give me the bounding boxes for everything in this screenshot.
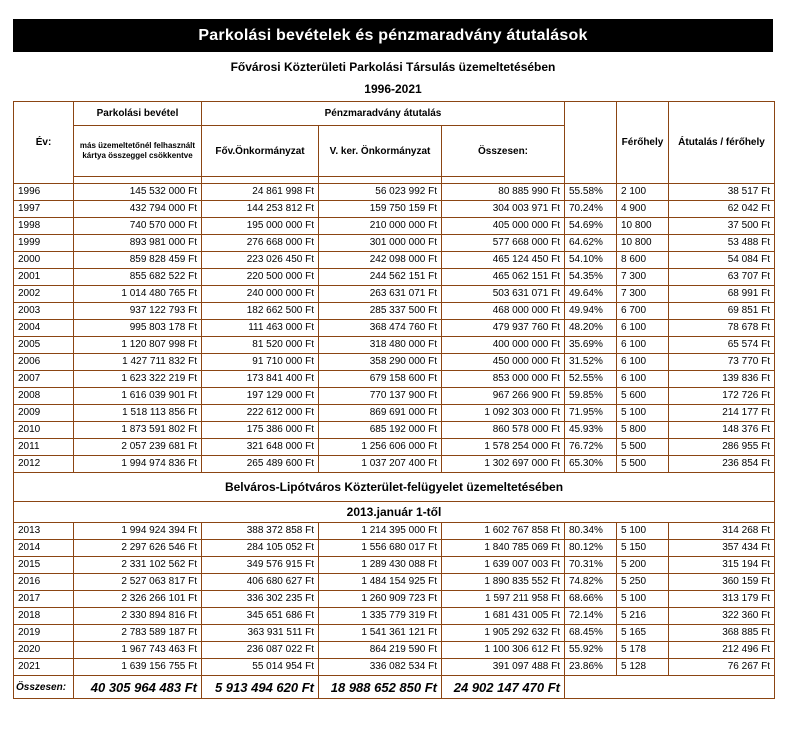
year-cell: 2004 — [14, 320, 74, 337]
seats-cell: 5 216 — [617, 608, 669, 625]
section-2-operator: Belváros-Lipótváros Közterület-felügyelet üzemeltetésében — [14, 473, 775, 502]
ratio-cell: 49.94% — [565, 303, 617, 320]
revenue-cell: 1 967 743 463 Ft — [74, 642, 202, 659]
seats-cell: 5 165 — [617, 625, 669, 642]
table-row — [14, 235, 775, 252]
district-v-cell: 1 037 207 400 Ft — [319, 456, 442, 473]
district-v-cell: 263 631 071 Ft — [319, 286, 442, 303]
ratio-cell: 68.45% — [565, 625, 617, 642]
year-cell: 2011 — [14, 439, 74, 456]
table-row — [14, 608, 775, 625]
seats-cell: 5 500 — [617, 439, 669, 456]
per-seat-cell: 68 991 Ft — [669, 286, 775, 303]
table-row — [14, 557, 775, 574]
municipality-cell: 195 000 000 Ft — [202, 218, 319, 235]
seats-cell: 8 600 — [617, 252, 669, 269]
total-cell: 577 668 000 Ft — [442, 235, 565, 252]
per-seat-cell: 214 177 Ft — [669, 405, 775, 422]
year-cell: 2020 — [14, 642, 74, 659]
table-row — [14, 388, 775, 405]
per-seat-cell: 148 376 Ft — [669, 422, 775, 439]
per-seat-cell: 139 836 Ft — [669, 371, 775, 388]
total-cell: 1 840 785 069 Ft — [442, 540, 565, 557]
municipality-cell: 223 026 450 Ft — [202, 252, 319, 269]
revenue-cell: 740 570 000 Ft — [74, 218, 202, 235]
ratio-cell: 68.66% — [565, 591, 617, 608]
year-cell: 1998 — [14, 218, 74, 235]
revenue-cell: 1 639 156 755 Ft — [74, 659, 202, 676]
year-cell: 2007 — [14, 371, 74, 388]
municipality-cell: 55 014 954 Ft — [202, 659, 319, 676]
seats-cell: 6 100 — [617, 354, 669, 371]
table-row — [14, 574, 775, 591]
municipality-cell: 91 710 000 Ft — [202, 354, 319, 371]
total-cell: 1 597 211 958 Ft — [442, 591, 565, 608]
district-v-cell: 159 750 159 Ft — [319, 201, 442, 218]
table-row — [14, 218, 775, 235]
ratio-cell: 71.95% — [565, 405, 617, 422]
table-row — [14, 591, 775, 608]
revenue-cell: 1 994 924 394 Ft — [74, 523, 202, 540]
totals-row — [14, 676, 775, 699]
revenue-cell: 937 122 793 Ft — [74, 303, 202, 320]
ratio-cell: 76.72% — [565, 439, 617, 456]
total-cell: 860 578 000 Ft — [442, 422, 565, 439]
seats-cell: 6 100 — [617, 371, 669, 388]
municipality-cell: 276 668 000 Ft — [202, 235, 319, 252]
per-seat-cell: 65 574 Ft — [669, 337, 775, 354]
seats-cell: 5 600 — [617, 388, 669, 405]
ratio-cell: 72.14% — [565, 608, 617, 625]
header-total: Összesen: — [442, 126, 565, 177]
header-municipality: Főv.Önkormányzat — [202, 126, 319, 177]
municipality-cell: 336 302 235 Ft — [202, 591, 319, 608]
table-body-section-2 — [14, 523, 775, 676]
total-cell: 391 097 488 Ft — [442, 659, 565, 676]
seats-cell: 6 700 — [617, 303, 669, 320]
total-cell: 450 000 000 Ft — [442, 354, 565, 371]
total-district-v: 18 988 652 850 Ft — [319, 676, 442, 699]
year-cell: 2010 — [14, 422, 74, 439]
seats-cell: 5 800 — [617, 422, 669, 439]
ratio-cell: 23.86% — [565, 659, 617, 676]
per-seat-cell: 69 851 Ft — [669, 303, 775, 320]
district-v-cell: 285 337 500 Ft — [319, 303, 442, 320]
district-v-cell: 1 556 680 017 Ft — [319, 540, 442, 557]
district-v-cell: 864 219 590 Ft — [319, 642, 442, 659]
per-seat-cell: 286 955 Ft — [669, 439, 775, 456]
spacer-cell — [74, 177, 202, 184]
table-row — [14, 320, 775, 337]
spacer-cell — [442, 177, 565, 184]
ratio-cell: 54.69% — [565, 218, 617, 235]
per-seat-cell: 236 854 Ft — [669, 456, 775, 473]
municipality-cell: 363 931 511 Ft — [202, 625, 319, 642]
ratio-cell: 48.20% — [565, 320, 617, 337]
per-seat-cell: 63 707 Ft — [669, 269, 775, 286]
ratio-cell: 80.12% — [565, 540, 617, 557]
table-row — [14, 286, 775, 303]
year-cell: 2001 — [14, 269, 74, 286]
ratio-cell: 80.34% — [565, 523, 617, 540]
municipality-cell: 406 680 627 Ft — [202, 574, 319, 591]
total-cell: 304 003 971 Ft — [442, 201, 565, 218]
year-cell: 2012 — [14, 456, 74, 473]
revenue-cell: 1 623 322 219 Ft — [74, 371, 202, 388]
district-v-cell: 368 474 760 Ft — [319, 320, 442, 337]
section-2-heading — [14, 473, 775, 523]
per-seat-cell: 37 500 Ft — [669, 218, 775, 235]
municipality-cell: 197 129 000 Ft — [202, 388, 319, 405]
total-cell: 468 000 000 Ft — [442, 303, 565, 320]
total-cell: 1 302 697 000 Ft — [442, 456, 565, 473]
revenue-cell: 859 828 459 Ft — [74, 252, 202, 269]
revenue-cell: 995 803 178 Ft — [74, 320, 202, 337]
municipality-cell: 345 651 686 Ft — [202, 608, 319, 625]
seats-cell: 5 100 — [617, 405, 669, 422]
per-seat-cell: 38 517 Ft — [669, 184, 775, 201]
seats-cell: 5 128 — [617, 659, 669, 676]
ratio-cell: 55.58% — [565, 184, 617, 201]
district-v-cell: 679 158 600 Ft — [319, 371, 442, 388]
revenue-cell: 2 527 063 817 Ft — [74, 574, 202, 591]
seats-cell: 6 100 — [617, 337, 669, 354]
district-v-cell: 1 289 430 088 Ft — [319, 557, 442, 574]
per-seat-cell: 78 678 Ft — [669, 320, 775, 337]
table-row — [14, 252, 775, 269]
total-cell: 853 000 000 Ft — [442, 371, 565, 388]
seats-cell: 10 800 — [617, 218, 669, 235]
total-cell: 1 905 292 632 Ft — [442, 625, 565, 642]
revenue-cell: 2 330 894 816 Ft — [74, 608, 202, 625]
district-v-cell: 1 541 361 121 Ft — [319, 625, 442, 642]
total-cell: 405 000 000 Ft — [442, 218, 565, 235]
ratio-cell: 74.82% — [565, 574, 617, 591]
year-cell: 2015 — [14, 557, 74, 574]
district-v-cell: 336 082 534 Ft — [319, 659, 442, 676]
table-body-section-1 — [14, 184, 775, 473]
total-cell: 80 885 990 Ft — [442, 184, 565, 201]
table-row — [14, 184, 775, 201]
total-revenue: 40 305 964 483 Ft — [74, 676, 202, 699]
revenue-cell: 2 057 239 681 Ft — [74, 439, 202, 456]
total-cell: 503 631 071 Ft — [442, 286, 565, 303]
per-seat-cell: 62 042 Ft — [669, 201, 775, 218]
revenue-cell: 855 682 522 Ft — [74, 269, 202, 286]
municipality-cell: 349 576 915 Ft — [202, 557, 319, 574]
district-v-cell: 210 000 000 Ft — [319, 218, 442, 235]
seats-cell: 5 500 — [617, 456, 669, 473]
district-v-cell: 1 214 395 000 Ft — [319, 523, 442, 540]
year-cell: 2014 — [14, 540, 74, 557]
table-row — [14, 303, 775, 320]
ratio-cell: 59.85% — [565, 388, 617, 405]
header-district-v: V. ker. Önkormányzat — [319, 126, 442, 177]
revenue-cell: 1 014 480 765 Ft — [74, 286, 202, 303]
header-parking-revenue: Parkolási bevétel — [74, 102, 202, 126]
table-row — [14, 269, 775, 286]
district-v-cell: 1 335 779 319 Ft — [319, 608, 442, 625]
district-v-cell: 56 023 992 Ft — [319, 184, 442, 201]
per-seat-cell: 315 194 Ft — [669, 557, 775, 574]
district-v-cell: 685 192 000 Ft — [319, 422, 442, 439]
year-cell: 2000 — [14, 252, 74, 269]
district-v-cell: 301 000 000 Ft — [319, 235, 442, 252]
table-row — [14, 456, 775, 473]
ratio-cell: 70.24% — [565, 201, 617, 218]
seats-cell: 5 200 — [617, 557, 669, 574]
year-cell: 2018 — [14, 608, 74, 625]
revenue-cell: 1 427 711 832 Ft — [74, 354, 202, 371]
page-title: Parkolási bevételek és pénzmaradvány átutalások — [13, 19, 773, 52]
ratio-cell: 64.62% — [565, 235, 617, 252]
district-v-cell: 1 256 606 000 Ft — [319, 439, 442, 456]
municipality-cell: 222 612 000 Ft — [202, 405, 319, 422]
year-cell: 2006 — [14, 354, 74, 371]
year-cell: 2002 — [14, 286, 74, 303]
revenue-cell: 1 994 974 836 Ft — [74, 456, 202, 473]
table-row — [14, 354, 775, 371]
total-cell: 479 937 760 Ft — [442, 320, 565, 337]
total-cell: 1 890 835 552 Ft — [442, 574, 565, 591]
municipality-cell: 24 861 998 Ft — [202, 184, 319, 201]
per-seat-cell: 73 770 Ft — [669, 354, 775, 371]
per-seat-cell: 53 488 Ft — [669, 235, 775, 252]
year-cell: 2009 — [14, 405, 74, 422]
per-seat-cell: 172 726 Ft — [669, 388, 775, 405]
ratio-cell: 55.92% — [565, 642, 617, 659]
district-v-cell: 1 484 154 925 Ft — [319, 574, 442, 591]
revenue-cell: 2 326 266 101 Ft — [74, 591, 202, 608]
municipality-cell: 284 105 052 Ft — [202, 540, 319, 557]
total-transfer: 24 902 147 470 Ft — [442, 676, 565, 699]
seats-cell: 7 300 — [617, 286, 669, 303]
municipality-cell: 240 000 000 Ft — [202, 286, 319, 303]
ratio-cell: 70.31% — [565, 557, 617, 574]
year-cell: 1997 — [14, 201, 74, 218]
revenue-cell: 2 297 626 546 Ft — [74, 540, 202, 557]
per-seat-cell: 322 360 Ft — [669, 608, 775, 625]
total-cell: 1 681 431 005 Ft — [442, 608, 565, 625]
revenue-cell: 1 873 591 802 Ft — [74, 422, 202, 439]
total-cell: 400 000 000 Ft — [442, 337, 565, 354]
table-row — [14, 659, 775, 676]
table-row — [14, 642, 775, 659]
district-v-cell: 318 480 000 Ft — [319, 337, 442, 354]
spacer-cell — [202, 177, 319, 184]
ratio-cell: 54.35% — [565, 269, 617, 286]
ratio-cell: 49.64% — [565, 286, 617, 303]
municipality-cell: 265 489 600 Ft — [202, 456, 319, 473]
total-cell: 1 639 007 003 Ft — [442, 557, 565, 574]
seats-cell: 5 250 — [617, 574, 669, 591]
header-revenue-note: más üzemeltetőnél felhasznált kártya összeggel csökkentve — [74, 126, 202, 177]
header-transfer-per-seat: Átutalás / férőhely — [669, 102, 775, 184]
table-row — [14, 523, 775, 540]
revenue-cell: 2 783 589 187 Ft — [74, 625, 202, 642]
revenue-cell: 1 616 039 901 Ft — [74, 388, 202, 405]
revenue-cell: 145 532 000 Ft — [74, 184, 202, 201]
header-seats: Férőhely — [617, 102, 669, 184]
seats-cell: 5 100 — [617, 591, 669, 608]
per-seat-cell: 314 268 Ft — [669, 523, 775, 540]
municipality-cell: 175 386 000 Ft — [202, 422, 319, 439]
municipality-cell: 81 520 000 Ft — [202, 337, 319, 354]
year-cell: 2008 — [14, 388, 74, 405]
per-seat-cell: 54 084 Ft — [669, 252, 775, 269]
year-cell: 2003 — [14, 303, 74, 320]
section-2-start-date: 2013.január 1-től — [14, 502, 775, 523]
per-seat-cell: 360 159 Ft — [669, 574, 775, 591]
municipality-cell: 111 463 000 Ft — [202, 320, 319, 337]
ratio-cell: 52.55% — [565, 371, 617, 388]
totals-label: Összesen: — [14, 676, 74, 699]
per-seat-cell: 368 885 Ft — [669, 625, 775, 642]
ratio-cell: 65.30% — [565, 456, 617, 473]
year-cell: 1996 — [14, 184, 74, 201]
per-seat-cell: 313 179 Ft — [669, 591, 775, 608]
municipality-cell: 236 087 022 Ft — [202, 642, 319, 659]
revenue-cell: 893 981 000 Ft — [74, 235, 202, 252]
seats-cell: 6 100 — [617, 320, 669, 337]
ratio-cell: 54.10% — [565, 252, 617, 269]
year-cell: 2019 — [14, 625, 74, 642]
municipality-cell: 321 648 000 Ft — [202, 439, 319, 456]
subtitle-period: 1996-2021 — [364, 82, 422, 96]
per-seat-cell: 212 496 Ft — [669, 642, 775, 659]
spacer-cell — [319, 177, 442, 184]
per-seat-cell: 357 434 Ft — [669, 540, 775, 557]
table-row — [14, 540, 775, 557]
municipality-cell: 144 253 812 Ft — [202, 201, 319, 218]
total-municipality: 5 913 494 620 Ft — [202, 676, 319, 699]
seats-cell: 10 800 — [617, 235, 669, 252]
year-cell: 2005 — [14, 337, 74, 354]
subtitle-operator: Fővárosi Közterületi Parkolási Társulás üzemeltetésében — [230, 60, 556, 74]
municipality-cell: 388 372 858 Ft — [202, 523, 319, 540]
revenue-cell: 1 518 113 856 Ft — [74, 405, 202, 422]
table-row — [14, 625, 775, 642]
total-cell: 1 100 306 612 Ft — [442, 642, 565, 659]
total-cell: 465 062 151 Ft — [442, 269, 565, 286]
year-cell: 1999 — [14, 235, 74, 252]
revenue-cell: 1 120 807 998 Ft — [74, 337, 202, 354]
district-v-cell: 242 098 000 Ft — [319, 252, 442, 269]
seats-cell: 7 300 — [617, 269, 669, 286]
municipality-cell: 220 500 000 Ft — [202, 269, 319, 286]
ratio-cell: 35.69% — [565, 337, 617, 354]
total-cell: 1 092 303 000 Ft — [442, 405, 565, 422]
parking-revenue-table — [13, 101, 775, 699]
revenue-cell: 432 794 000 Ft — [74, 201, 202, 218]
total-cell: 967 266 900 Ft — [442, 388, 565, 405]
district-v-cell: 244 562 151 Ft — [319, 269, 442, 286]
total-cell: 1 602 767 858 Ft — [442, 523, 565, 540]
header-ratio-blank — [565, 102, 617, 184]
seats-cell: 4 900 — [617, 201, 669, 218]
total-cell: 465 124 450 Ft — [442, 252, 565, 269]
revenue-cell: 2 331 102 562 Ft — [74, 557, 202, 574]
table-row — [14, 337, 775, 354]
header-transfer: Pénzmaradvány átutalás — [202, 102, 565, 126]
district-v-cell: 869 691 000 Ft — [319, 405, 442, 422]
seats-cell: 5 100 — [617, 523, 669, 540]
header-year: Év: — [14, 102, 74, 184]
total-cell: 1 578 254 000 Ft — [442, 439, 565, 456]
seats-cell: 2 100 — [617, 184, 669, 201]
municipality-cell: 182 662 500 Ft — [202, 303, 319, 320]
ratio-cell: 45.93% — [565, 422, 617, 439]
seats-cell: 5 150 — [617, 540, 669, 557]
table-row — [14, 371, 775, 388]
year-cell: 2016 — [14, 574, 74, 591]
district-v-cell: 1 260 909 723 Ft — [319, 591, 442, 608]
table-row — [14, 422, 775, 439]
table-row — [14, 439, 775, 456]
table-row — [14, 405, 775, 422]
ratio-cell: 31.52% — [565, 354, 617, 371]
table-row — [14, 201, 775, 218]
seats-cell: 5 178 — [617, 642, 669, 659]
district-v-cell: 358 290 000 Ft — [319, 354, 442, 371]
year-cell: 2017 — [14, 591, 74, 608]
municipality-cell: 173 841 400 Ft — [202, 371, 319, 388]
totals-blank — [565, 676, 775, 699]
per-seat-cell: 76 267 Ft — [669, 659, 775, 676]
district-v-cell: 770 137 900 Ft — [319, 388, 442, 405]
year-cell: 2021 — [14, 659, 74, 676]
year-cell: 2013 — [14, 523, 74, 540]
